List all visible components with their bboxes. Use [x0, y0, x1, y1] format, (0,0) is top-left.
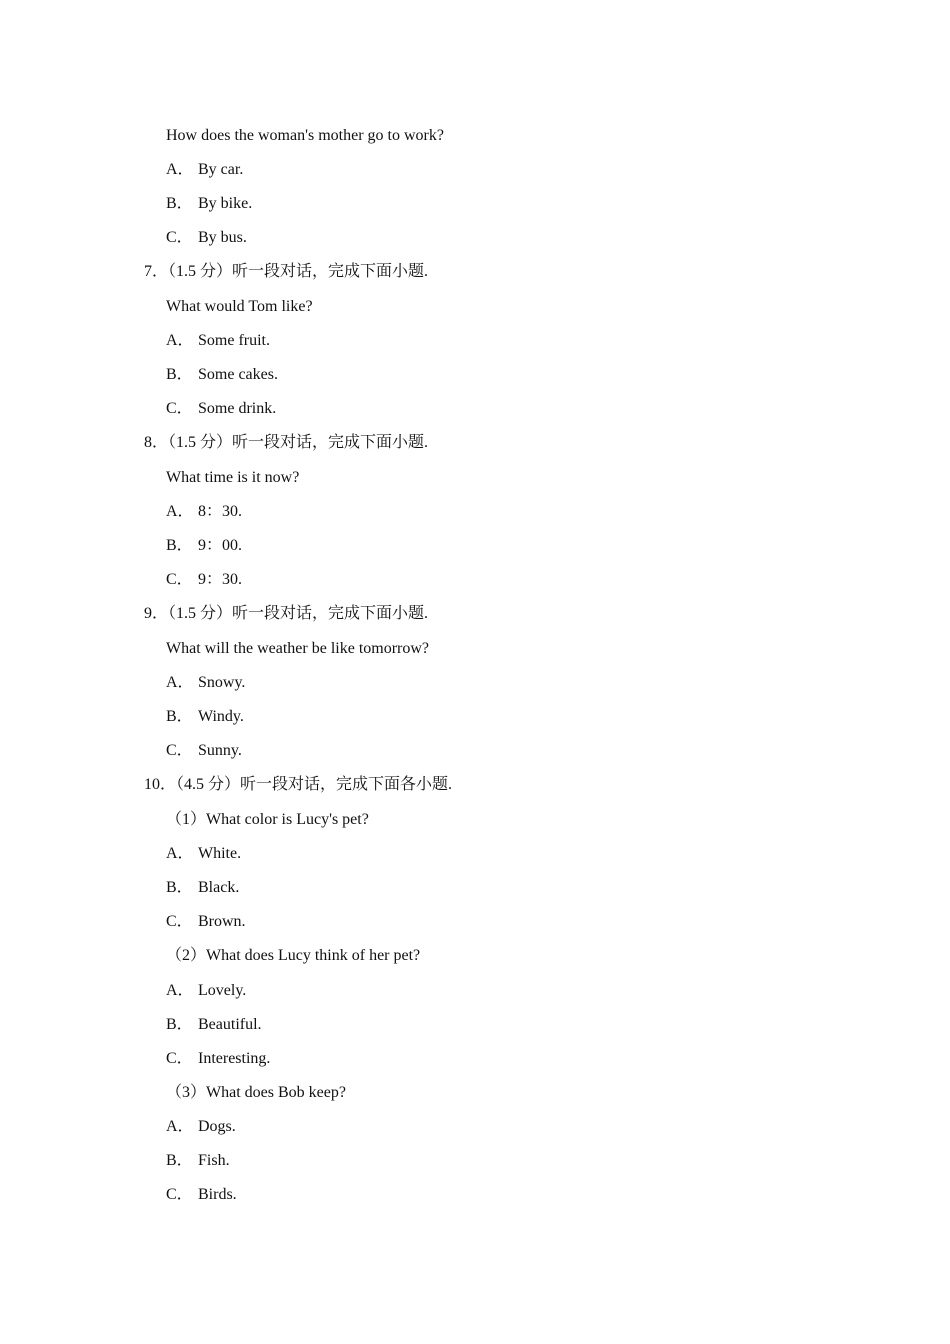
option-letter: B． — [166, 708, 193, 725]
q10-3-question: （3）What does Bob keep? — [166, 1084, 346, 1101]
option-letter: A． — [166, 161, 194, 178]
option-letter: C． — [166, 571, 193, 588]
q10-2-option-a — [166, 981, 246, 1001]
q10-1-option-c — [166, 912, 246, 932]
option-text: By car. — [198, 161, 244, 178]
option-text: Brown. — [198, 913, 246, 930]
option-letter: C． — [166, 229, 193, 246]
q10-2-option-b — [166, 1015, 262, 1035]
option-letter: C． — [166, 913, 193, 930]
option-letter: A． — [166, 845, 194, 862]
q8-option-a — [166, 502, 242, 522]
option-text: Snowy. — [198, 674, 246, 691]
q7-option-a — [166, 331, 270, 351]
option-text: Black. — [198, 879, 240, 896]
q8-option-c — [166, 570, 242, 590]
option-text: Lovely. — [198, 982, 247, 999]
option-text: 8：30. — [198, 503, 243, 520]
q6-question: How does the woman's mother go to work? — [166, 127, 444, 144]
option-letter: A． — [166, 982, 194, 999]
option-text: Sunny. — [198, 742, 242, 759]
q10-3-option-b — [166, 1151, 230, 1171]
q10-header: 10．（4.5 分）听一段对话，完成下面各小题. — [144, 776, 453, 793]
option-letter: B． — [166, 537, 193, 554]
option-letter: B． — [166, 366, 193, 383]
option-letter: B． — [166, 1016, 193, 1033]
option-text: Birds. — [198, 1186, 237, 1203]
option-text: White. — [198, 845, 242, 862]
option-text: Beautiful. — [198, 1016, 262, 1033]
option-letter: A． — [166, 503, 194, 520]
option-text: Some drink. — [198, 400, 277, 417]
option-text: Interesting. — [198, 1050, 271, 1067]
q8-header: 8．（1.5 分）听一段对话，完成下面小题. — [144, 434, 429, 451]
q9-option-b — [166, 707, 244, 727]
option-letter: C． — [166, 1186, 193, 1203]
q7-header: 7．（1.5 分）听一段对话，完成下面小题. — [144, 263, 429, 280]
option-letter: B． — [166, 879, 193, 896]
option-letter: B． — [166, 1152, 193, 1169]
q10-1-option-b — [166, 878, 239, 898]
option-text: Some fruit. — [198, 332, 270, 349]
option-text: 9：30. — [198, 571, 243, 588]
q10-1-question: （1）What color is Lucy's pet? — [166, 811, 369, 828]
option-text: By bike. — [198, 195, 253, 212]
q10-3-option-a — [166, 1117, 236, 1137]
q10-1-option-a — [166, 844, 241, 864]
q8-option-b — [166, 536, 242, 556]
q6-option-b — [166, 194, 252, 214]
option-letter: C． — [166, 742, 193, 759]
option-text: 9：00. — [198, 537, 243, 554]
q10-3-option-c — [166, 1185, 237, 1205]
option-text: Windy. — [198, 708, 244, 725]
option-text: Fish. — [198, 1152, 230, 1169]
option-letter: A． — [166, 674, 194, 691]
q10-2-question: （2）What does Lucy think of her pet? — [166, 947, 421, 964]
q8-question: What time is it now? — [166, 469, 300, 486]
q6-option-c — [166, 228, 247, 248]
option-letter: C． — [166, 1050, 193, 1067]
option-letter: C． — [166, 400, 193, 417]
option-text: Some cakes. — [198, 366, 278, 383]
option-text: Dogs. — [198, 1118, 236, 1135]
option-text: By bus. — [198, 229, 247, 246]
q9-option-c — [166, 741, 242, 761]
q9-header: 9．（1.5 分）听一段对话，完成下面小题. — [144, 605, 429, 622]
q7-question: What would Tom like? — [166, 298, 313, 315]
q9-option-a — [166, 673, 245, 693]
q7-option-b — [166, 365, 278, 385]
q6-option-a — [166, 160, 243, 180]
option-letter: A． — [166, 332, 194, 349]
option-letter: A． — [166, 1118, 194, 1135]
q10-2-option-c — [166, 1049, 270, 1069]
option-letter: B． — [166, 195, 193, 212]
q7-option-c — [166, 399, 276, 419]
q9-question: What will the weather be like tomorrow? — [166, 640, 430, 657]
